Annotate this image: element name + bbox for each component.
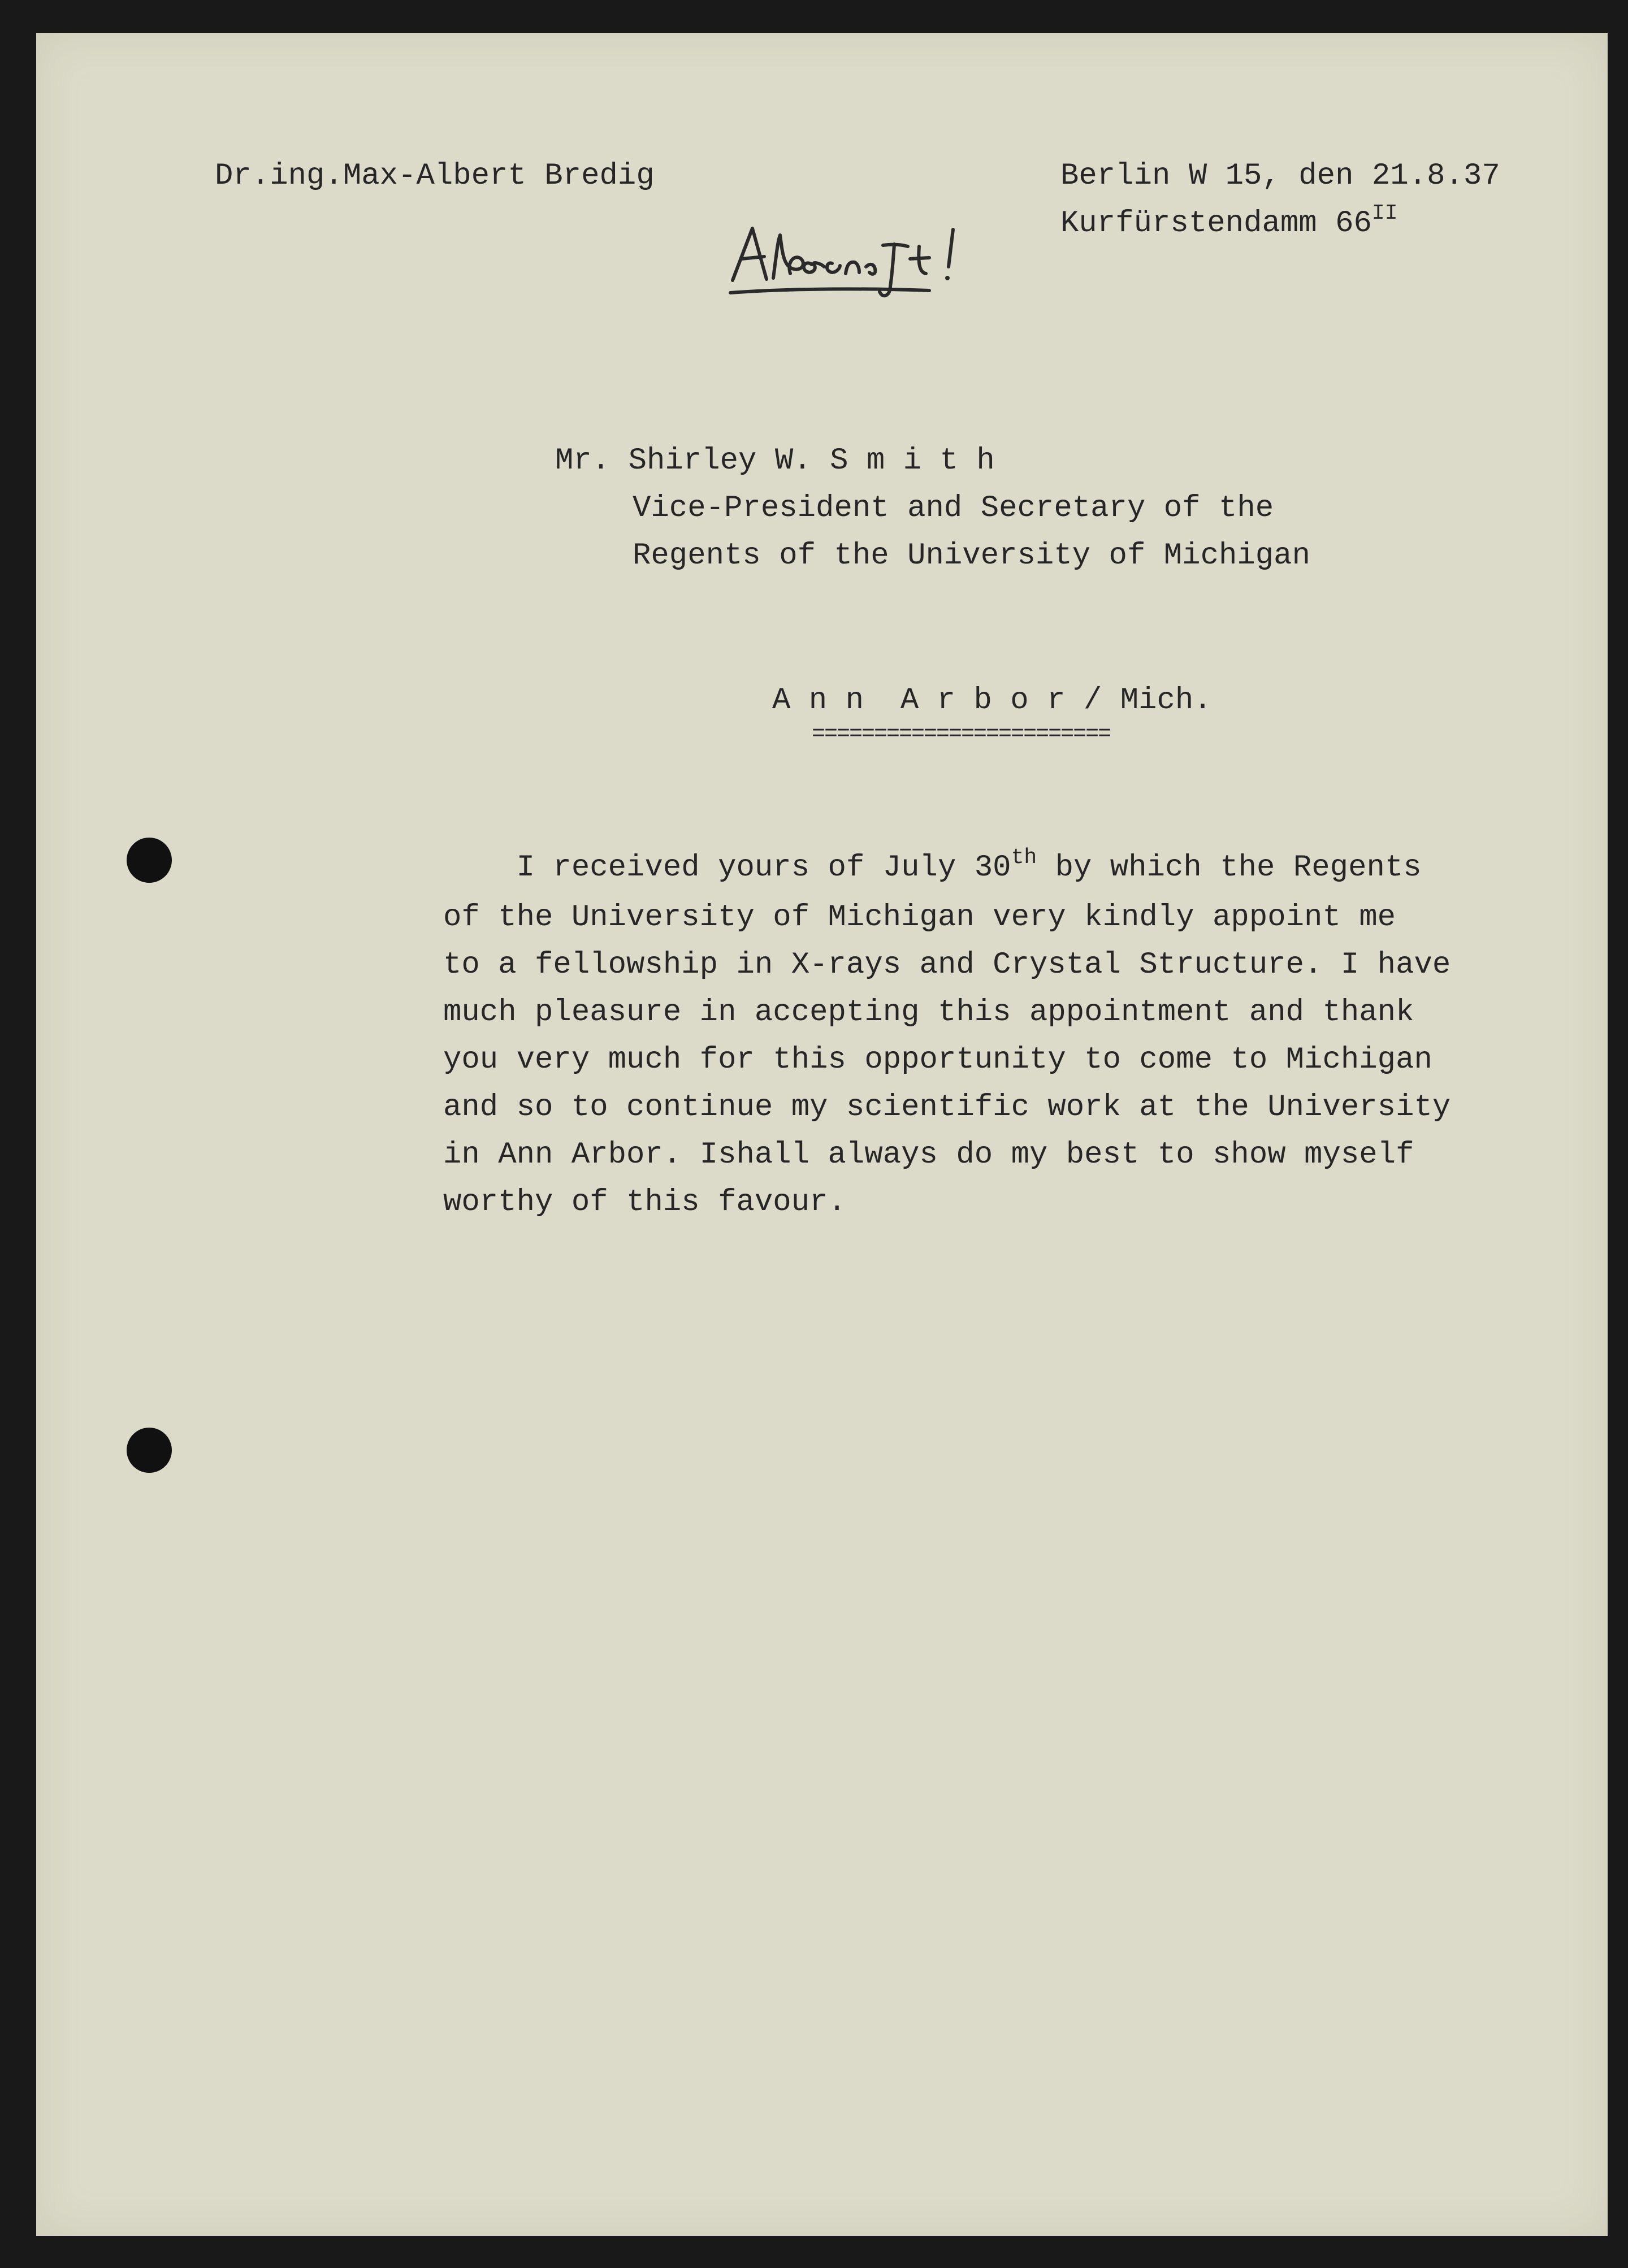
recipient-title: Vice-President and Secretary of the bbox=[633, 491, 1274, 526]
sender-name: Dr.ing.Max-Albert Bredig bbox=[215, 159, 655, 193]
punch-hole-lower bbox=[127, 1428, 172, 1473]
handwritten-abschrift bbox=[721, 213, 987, 303]
city-underline: ======================== bbox=[812, 722, 1111, 747]
body-line-1 bbox=[443, 844, 1451, 894]
body-line-6: and so to continue my scientific work at the University bbox=[443, 1090, 1451, 1125]
sender-street bbox=[1060, 200, 1398, 250]
place-date: Berlin W 15, den 21.8.37 bbox=[1060, 159, 1500, 193]
body-line-1-end: by which the Regents bbox=[1037, 851, 1422, 885]
street-text: Kurfürstendamm 66 bbox=[1060, 206, 1372, 241]
handwriting-scribble bbox=[721, 213, 987, 303]
body-line-2: of the University of Michigan very kindly appoint me bbox=[443, 900, 1396, 935]
body-line-8: worthy of this favour. bbox=[443, 1185, 846, 1220]
street-floor: II bbox=[1371, 201, 1398, 226]
letter-sheet bbox=[36, 33, 1608, 2236]
body-line-1-start: I received yours of July 30 bbox=[516, 851, 1011, 885]
body-line-5: you very much for this opportunity to come to Michigan bbox=[443, 1043, 1432, 1077]
recipient-city: A n n A r b o r / Mich. bbox=[772, 683, 1212, 718]
body-line-3: to a fellowship in X-rays and Crystal Structure. I have bbox=[443, 948, 1451, 982]
body-line-4: much pleasure in accepting this appointment and thank bbox=[443, 995, 1414, 1030]
body-line-1-sup: th bbox=[1011, 845, 1037, 870]
body-line-7: in Ann Arbor. Ishall always do my best to show myself bbox=[443, 1138, 1414, 1172]
recipient-name: Mr. Shirley W. S m i t h bbox=[555, 444, 995, 478]
punch-hole-upper bbox=[127, 838, 172, 883]
letter-body bbox=[443, 844, 1451, 1226]
recipient-organization: Regents of the University of Michigan bbox=[633, 539, 1310, 573]
